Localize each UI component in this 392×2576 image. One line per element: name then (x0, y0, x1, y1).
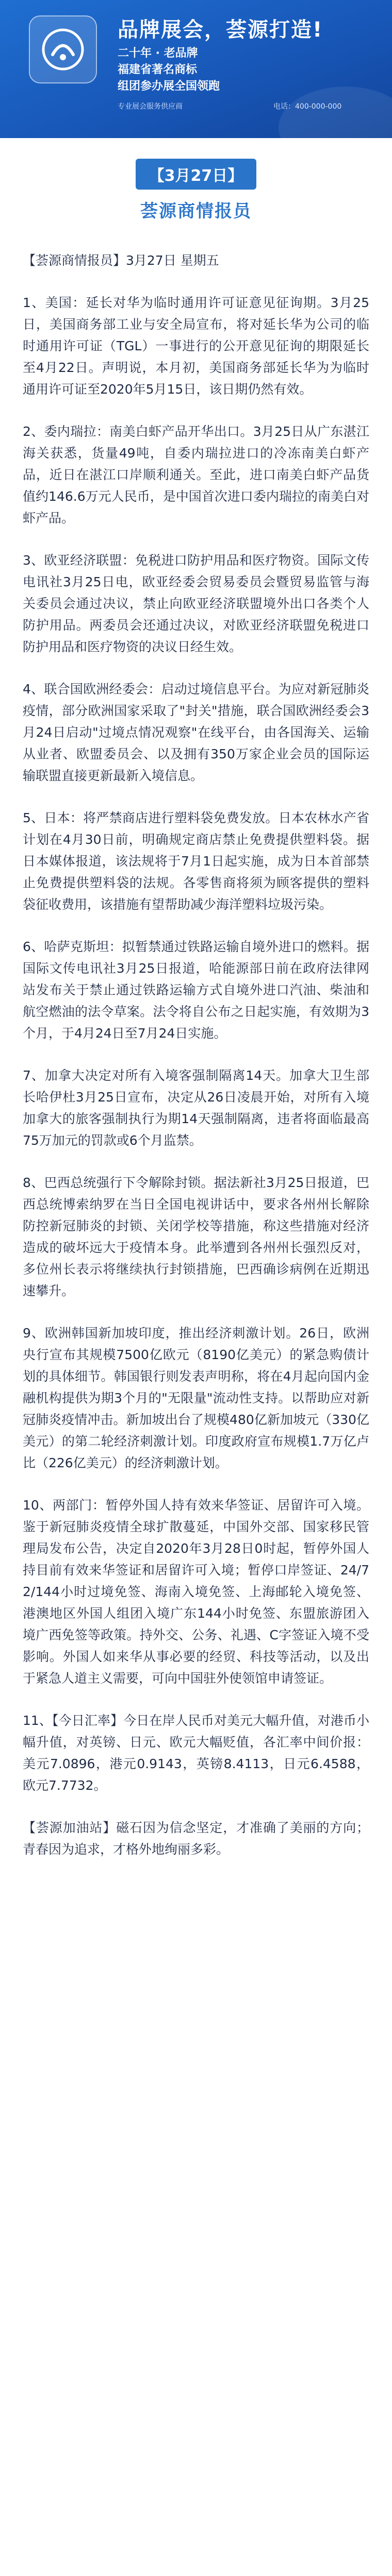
news-item-2: 2、委内瑞拉：南美白虾产品开华出口。3月25日从广东湛江海关获悉，货量49吨，自委内瑞拉进口的冷冻南美白虾产品，近日在湛江口岸顺利通关。至此，进口南美白虾产品货值约146.6万元人民币，是中国首次进口委内瑞拉的南美白对虾产品。 (23, 424, 369, 526)
news-item-6: 6、哈萨克斯坦：拟暂禁通过铁路运输自境外进口的燃料。据国际文传电讯社3月25日报道，哈能源部日前在政府法律网站发布关于禁止通过铁路运输方式自境外进口汽油、柴油和航空燃油的法令草案。法令将自公布之日起实施，有效期为3个月，于4月24日至7月24日实施。 (23, 939, 369, 1041)
banner-decoration (279, 87, 392, 138)
brand-banner (0, 0, 392, 138)
banner-phone: 电话：400-000-000 (273, 103, 342, 111)
banner-subtitle: 专业展会服务供应商 (118, 103, 183, 111)
news-item-7: 7、加拿大决定对所有入境客强制隔离14天。加拿大卫生部长哈伊杜3月25日宣布，决定从26日凌晨开始，对所有入境加拿大的旅客强制执行为期14天强制隔离，违者将面临最高75万加元的罚款或6个月监禁。 (23, 1068, 369, 1148)
news-item-4: 4、联合国欧洲经委会：启动过境信息平台。为应对新冠肺炎疫情，部分欧洲国家采取了"封关"措施，联合国欧洲经委会3月24日启动"过境点情况观察"在线平台，由各国海关、运输从业者、欧盟委员会、以及拥有350万家企业会员的国际运输联盟直接更新最新入境信息。 (23, 682, 369, 783)
banner-tagline-1: 二十年 · 老品牌 (118, 47, 198, 60)
news-item-10: 10、两部门：暂停外国人持有效来华签证、居留许可入境。鉴于新冠肺炎疫情全球扩散蔓延，中国外交部、国家移民管理局发布公告，决定自2020年3月28日0时起，暂停外国人持目前有效来华签证和居留许可入境；暂停口岸签证、24/72/144小时过境免签、海南入境免签、上海邮轮入境免签、港澳地区外国人组团入境广东144小时免签、东盟旅游团入境广西免签等政策。持外交、公务、礼遇、C字签证入境不受影响。外国人如来华从事必要的经贸、科技等活动，以及出于紧急人道主义需要，可向中国驻外使领馆申请签证。 (23, 1498, 369, 1686)
article-lead: 【荟源商情报员】3月27日 星期五 (23, 253, 219, 268)
news-item-11: 11、【今日汇率】今日在岸人民币对美元大幅升值，对港币小幅升值，对英镑、日元、欧元大幅贬值，各汇率中间价报：美元7.0896，港元0.9143，英镑8.4113，日元6.4588，欧元7.7732。 (23, 1713, 369, 1793)
brand-logo-icon (40, 26, 86, 73)
banner-tagline-2: 福建省著名商标 (118, 63, 198, 76)
news-item-5: 5、日本：将严禁商店进行塑料袋免费发放。日本农林水产省计划在4月30日前，明确规定商店禁止免费提供塑料袋。据日本媒体报道，该法规将于7月1日起实施，成为日本首部禁止免费提供塑料袋的法规。各零售商将须为顾客提供的塑料袋征收费用，该措施有望帮助减少海洋塑料垃圾污染。 (23, 810, 369, 912)
news-item-3: 3、欧亚经济联盟：免税进口防护用品和医疗物资。国际文传电讯社3月25日电，欧亚经委会贸易委员会暨贸易监管与海关委员会通过决议，禁止向欧亚经济联盟境外出口各类个人防护用品。两委员会还通过决议，对欧亚经济联盟免税进口防护用品和医疗物资的决议日经生效。 (23, 553, 369, 654)
news-item-9: 9、欧洲韩国新加坡印度，推出经济刺激计划。26日，欧洲央行宣布其规模7500亿欧元（8190亿美元）的紧急购债计划的具体细节。韩国银行则发表声明称，将在4月起向国内金融机构提供为期3个月的"无限量"流动性支持。以帮助应对新冠肺炎疫情冲击。新加坡出台了规模480亿新加坡元（330亿美元）的第二轮经济刺激计划。印度政府宣布规模1.7万亿卢比（226亿美元）的经济刺激计划。 (23, 1326, 369, 1470)
date-header (0, 138, 392, 222)
article-body (0, 222, 392, 1860)
banner-tagline-3: 组团参办展全国领跑 (118, 80, 220, 93)
news-item-1: 1、美国：延长对华为临时通用许可证意见征询期。3月25日，美国商务部工业与安全局宣布，将对延长华为公司的临时通用许可证（TGL）一事进行的公开意见征询的期限延长至4月22日。声明说，本月初，美国商务部延长华为为临时通用许可证至2020年5月15日，该日期仍然有效。 (23, 295, 369, 397)
closing-quote: 【荟源加油站】磁石因为信念坚定，才准确了美丽的方向；青春因为追求，才格外地绚丽多彩。 (23, 1820, 369, 1857)
news-item-8: 8、巴西总统强行下令解除封锁。据法新社3月25日报道，巴西总统博索纳罗在当日全国电视讲话中，要求各州州长解除防控新冠肺炎的封锁、关闭学校等措施，称这些措施对经济造成的破坏远大于疫情本身。此举遭到各州州长强烈反对，多位州长表示将继续执行封锁措施，巴西确诊病例在近期迅速攀升。 (23, 1175, 369, 1298)
date-label: 【3月27日】 (136, 159, 257, 190)
brand-logo (29, 15, 97, 83)
column-title: 荟源商情报员 (140, 201, 252, 222)
banner-title: 品牌展会，荟源打造! (118, 18, 323, 42)
